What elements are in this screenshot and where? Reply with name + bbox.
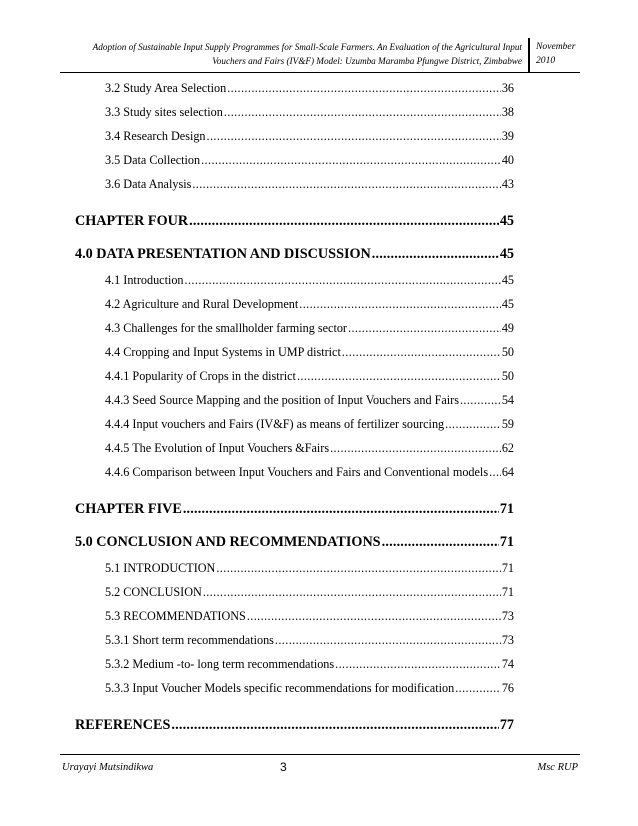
toc-entry[interactable] bbox=[105, 272, 514, 288]
toc-entry-title: 4.0 DATA PRESENTATION AND DISCUSSION bbox=[75, 246, 371, 262]
toc-dot-leader bbox=[203, 584, 501, 600]
toc-entry-title: 3.6 Data Analysis bbox=[105, 177, 192, 191]
toc-entry-title: REFERENCES bbox=[75, 717, 171, 733]
toc-entry-title: 5.3 RECOMMENDATIONS bbox=[105, 609, 246, 623]
toc-entry-title: 4.4.6 Comparison between Input Vouchers and Fairs and Conventional models bbox=[105, 465, 489, 479]
toc-chapter-entry[interactable] bbox=[75, 245, 514, 263]
date-year: 2010 bbox=[536, 55, 556, 66]
toc-chapter-entry[interactable] bbox=[75, 500, 514, 518]
toc-entry[interactable] bbox=[105, 104, 514, 120]
toc-entry-page: 71 bbox=[499, 501, 514, 517]
toc-entry-page: 71 bbox=[501, 585, 514, 599]
toc-entry-title: 5.1 INTRODUCTION bbox=[105, 561, 216, 575]
toc-entry[interactable] bbox=[105, 128, 514, 144]
toc-chapter-entry[interactable] bbox=[75, 212, 514, 230]
toc-dot-leader bbox=[489, 464, 501, 480]
footer-author: Urayayi Mutsindikwa bbox=[62, 762, 154, 773]
toc-dot-leader bbox=[183, 500, 499, 518]
toc-entry-page: 45 bbox=[499, 246, 514, 262]
toc-chapter-entry[interactable] bbox=[75, 716, 514, 734]
toc-dot-leader bbox=[247, 608, 501, 624]
toc-entry-page: 54 bbox=[501, 393, 514, 407]
toc-entry[interactable] bbox=[105, 80, 514, 96]
toc-entry[interactable] bbox=[105, 368, 514, 384]
toc-dot-leader bbox=[299, 296, 501, 312]
toc-entry-page: 43 bbox=[501, 177, 514, 191]
toc-entry-page: 71 bbox=[499, 534, 514, 550]
toc-entry-title: 4.4.5 The Evolution of Input Vouchers &Fairs bbox=[105, 441, 330, 455]
toc-dot-leader bbox=[445, 416, 501, 432]
footer-degree: Msc RUP bbox=[537, 762, 578, 773]
toc-entry-title: 3.5 Data Collection bbox=[105, 153, 201, 167]
toc-entry[interactable] bbox=[105, 608, 514, 624]
date-month: November bbox=[536, 41, 576, 52]
toc-dot-leader bbox=[192, 176, 500, 192]
toc-entry-page: 45 bbox=[501, 297, 514, 311]
toc-entry-page: 50 bbox=[501, 345, 514, 359]
toc-entry-title: 3.2 Study Area Selection bbox=[105, 81, 227, 95]
toc-dot-leader bbox=[342, 344, 501, 360]
toc-entry-page: 45 bbox=[499, 213, 514, 229]
toc-entry[interactable] bbox=[105, 152, 514, 168]
toc-entry-title: 4.4.3 Seed Source Mapping and the position of Input Vouchers and Fairs bbox=[105, 393, 459, 407]
toc-entry[interactable] bbox=[105, 464, 514, 480]
toc-dot-leader bbox=[185, 272, 501, 288]
toc-chapter-entry[interactable] bbox=[75, 533, 514, 551]
toc-entry-title: 4.3 Challenges for the smallholder farming sector bbox=[105, 321, 347, 335]
toc-entry[interactable] bbox=[105, 176, 514, 192]
toc-entry-title: 4.1 Introduction bbox=[105, 273, 184, 287]
toc-entry-page: 36 bbox=[501, 81, 514, 95]
toc-dot-leader bbox=[207, 128, 501, 144]
toc-entry-page: 62 bbox=[501, 441, 514, 455]
toc-entry-page: 45 bbox=[501, 273, 514, 287]
toc-entry-title: CHAPTER FOUR bbox=[75, 213, 189, 229]
toc-entry-title: 4.4.1 Popularity of Crops in the district bbox=[105, 369, 296, 383]
toc-entry[interactable] bbox=[105, 656, 514, 672]
toc-entry-page: 40 bbox=[501, 153, 514, 167]
document-title-line-1: Adoption of Sustainable Input Supply Programmes for Small-Scale Farmers. An Evaluation of the Agricultural Input bbox=[92, 42, 522, 52]
footer-rule bbox=[60, 754, 580, 755]
toc-entry-page: 74 bbox=[501, 657, 514, 671]
toc-entry-page: 39 bbox=[501, 129, 514, 143]
toc-dot-leader bbox=[330, 440, 501, 456]
toc-entry-page: 38 bbox=[501, 105, 514, 119]
toc-entry-title: 4.4 Cropping and Input Systems in UMP district bbox=[105, 345, 341, 359]
toc-dot-leader bbox=[216, 560, 500, 576]
toc-dot-leader bbox=[189, 212, 499, 230]
toc-dot-leader bbox=[201, 152, 501, 168]
toc-dot-leader bbox=[335, 656, 501, 672]
toc-entry[interactable] bbox=[105, 320, 514, 336]
toc-entry-page: 50 bbox=[501, 369, 514, 383]
toc-entry-title: 5.2 CONCLUSION bbox=[105, 585, 202, 599]
toc-entry[interactable] bbox=[105, 296, 514, 312]
toc-dot-leader bbox=[382, 533, 499, 551]
toc-entry-page: 64 bbox=[501, 465, 514, 479]
toc-entry[interactable] bbox=[105, 440, 514, 456]
toc-dot-leader bbox=[227, 80, 501, 96]
toc-entry-title: 5.3.2 Medium -to- long term recommendations bbox=[105, 657, 335, 671]
toc-entry-title: 5.3.1 Short term recommendations bbox=[105, 633, 274, 647]
toc-dot-leader bbox=[460, 392, 501, 408]
toc-entry[interactable] bbox=[105, 632, 514, 648]
toc-entry-title: 3.3 Study sites selection bbox=[105, 105, 223, 119]
toc-entry-page: 73 bbox=[501, 609, 514, 623]
toc-entry-page: 71 bbox=[501, 561, 514, 575]
toc-entry-title: 5.0 CONCLUSION AND RECOMMENDATIONS bbox=[75, 534, 381, 550]
toc-entry[interactable] bbox=[105, 560, 514, 576]
toc-entry-title: 4.4.4 Input vouchers and Fairs (IV&F) as means of fertilizer sourcing bbox=[105, 417, 445, 431]
toc-dot-leader bbox=[372, 245, 499, 263]
toc-entry-page: 59 bbox=[501, 417, 514, 431]
toc-entry[interactable] bbox=[105, 584, 514, 600]
toc-dot-leader bbox=[275, 632, 501, 648]
toc-entry-title: CHAPTER FIVE bbox=[75, 501, 182, 517]
toc-dot-leader bbox=[171, 716, 498, 734]
toc-entry-title: 4.2 Agriculture and Rural Development bbox=[105, 297, 299, 311]
toc-entry-page: 49 bbox=[501, 321, 514, 335]
toc-dot-leader bbox=[297, 368, 501, 384]
toc-dot-leader bbox=[348, 320, 501, 336]
toc-entry[interactable] bbox=[105, 416, 514, 432]
toc-entry[interactable] bbox=[105, 344, 514, 360]
toc-entry-title: 3.4 Research Design bbox=[105, 129, 206, 143]
toc-entry-page: 76 bbox=[501, 681, 514, 695]
toc-dot-leader bbox=[455, 680, 501, 696]
toc-entry[interactable] bbox=[105, 392, 514, 408]
toc-entry-page: 77 bbox=[499, 717, 514, 733]
toc-entry[interactable] bbox=[105, 680, 514, 696]
toc-entry-title: 5.3.3 Input Voucher Models specific recommendations for modification bbox=[105, 681, 455, 695]
page-number: 3 bbox=[280, 760, 287, 774]
document-title-line-2: Vouchers and Fairs (IV&F) Model: Uzumba Maramba Pfungwe District, Zimbabwe bbox=[212, 56, 522, 66]
toc-dot-leader bbox=[224, 104, 501, 120]
toc-entry-page: 73 bbox=[501, 633, 514, 647]
